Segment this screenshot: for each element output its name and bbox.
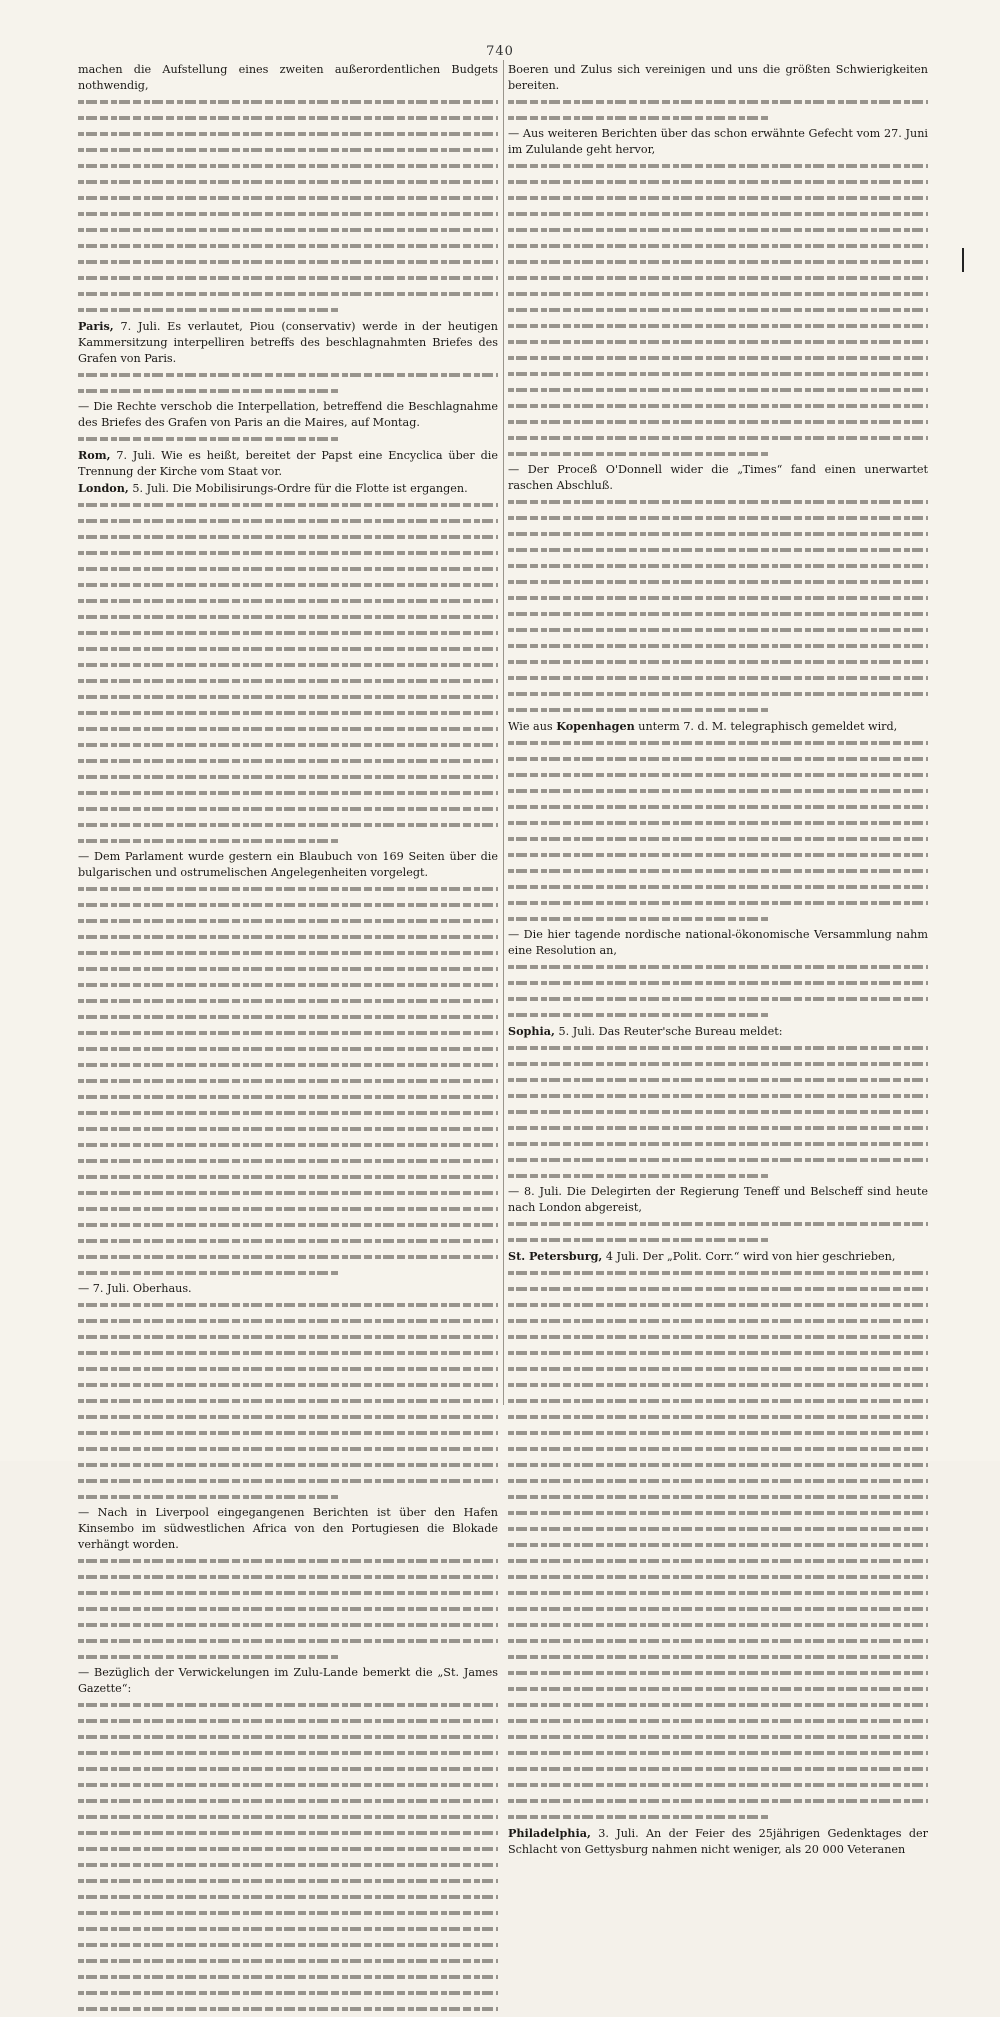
dateline-date: 7. Juli. — [110, 449, 156, 462]
article-paragraph — [508, 462, 928, 494]
paragraph-text: Das Reuter'sche Bureau meldet: — [595, 1025, 783, 1038]
illegible-text-block — [78, 1553, 498, 1665]
illegible-text-block — [508, 1040, 928, 1184]
dateline-date: 5. Juli. — [128, 482, 169, 495]
paragraph-text: Der „Polit. Corr.“ wird von hier geschrieben, — [638, 1250, 896, 1263]
article-paragraph — [508, 1825, 928, 1858]
illegible-text-block — [508, 494, 928, 718]
illegible-text-block — [78, 1297, 498, 1505]
article-paragraph — [508, 62, 928, 94]
dateline-place: Paris, — [78, 319, 114, 333]
paragraph-text: — Dem Parlament wurde gestern ein Blaubuch von 169 Seiten über die bulgarischen und ostrumelischen Angelegenheiten vorgelegt. — [78, 850, 498, 879]
page-number: 740 — [486, 44, 514, 59]
illegible-text-block — [78, 94, 498, 318]
paragraph-text: — Bezüglich der Verwickelungen im Zulu-Lande bemerkt die „St. James Gazette“: — [78, 1666, 498, 1695]
article-paragraph — [78, 447, 498, 480]
paragraph-text: — Die Rechte verschob die Interpellation, betreffend die Beschlagnahme des Briefes des Grafen von Paris an die Maires, auf Montag. — [78, 400, 498, 429]
column-divider — [503, 60, 504, 1405]
dateline-place: Kopenhagen — [556, 719, 635, 733]
illegible-text-block — [508, 735, 928, 927]
illegible-text-block — [508, 158, 928, 462]
article-paragraph — [78, 318, 498, 367]
margin-mark — [962, 248, 964, 272]
dateline-place: Philadelphia, — [508, 1826, 591, 1840]
article-paragraph — [508, 1248, 928, 1265]
paragraph-text: Es verlautet, Piou (conservativ) werde in der heutigen Kammersitzung interpelliren betreffs des beschlagnahmten Briefes des Grafen von Paris. — [78, 320, 498, 365]
illegible-text-block — [508, 1216, 928, 1248]
paragraph-text: — Aus weiteren Berichten über das schon erwähnte Gefecht vom 27. Juni im Zululande geht hervor, — [508, 127, 928, 156]
paragraph-text: Die Mobilisirungs-Ordre für die Flotte ist ergangen. — [168, 482, 468, 495]
article-paragraph — [78, 399, 498, 431]
paragraph-text: — Der Proceß O'Donnell wider die „Times“ fand einen unerwartet raschen Abschluß. — [508, 463, 928, 492]
article-paragraph — [78, 480, 498, 497]
article-paragraph — [78, 62, 498, 94]
illegible-text-block — [508, 94, 928, 126]
article-paragraph — [508, 927, 928, 959]
paragraph-text: Wie aus — [508, 720, 557, 733]
article-paragraph — [78, 849, 498, 881]
dateline-place: London, — [78, 481, 129, 495]
illegible-text-block — [78, 881, 498, 1281]
right-column — [508, 62, 928, 1856]
article-paragraph — [508, 126, 928, 158]
dateline-date: 5. Juli. — [554, 1025, 596, 1038]
illegible-text-block — [508, 959, 928, 1023]
paragraph-text: Boeren und Zulus sich vereinigen und uns die größten Schwierigkeiten bereiten. — [508, 63, 928, 92]
paragraph-text: Wie es heißt, bereitet der Papst eine Encyclica über die Trennung der Kirche vom Staat vor. — [78, 449, 498, 478]
article-paragraph — [508, 1023, 928, 1040]
paragraph-text: An der Feier des 25jährigen Gedenktages der Schlacht von Gettysburg nahmen nicht weniger, als 20 000 Veteranen — [508, 1827, 928, 1856]
paragraph-text: — 7. Juli. Oberhaus. — [78, 1282, 192, 1295]
illegible-text-block — [78, 497, 498, 849]
dateline-date: 4 Juli. — [602, 1250, 639, 1263]
dateline-place: Rom, — [78, 448, 111, 462]
article-paragraph — [78, 1281, 498, 1297]
illegible-text-block — [78, 431, 498, 447]
dateline-place: Sophia, — [508, 1024, 555, 1038]
paragraph-text: — 8. Juli. Die Delegirten der Regierung Teneff und Belscheff sind heute nach London abgereist, — [508, 1185, 928, 1214]
article-paragraph — [78, 1505, 498, 1553]
left-column — [78, 62, 498, 1695]
dateline-place: St. Petersburg, — [508, 1249, 603, 1263]
paragraph-text: — Die hier tagende nordische national-ökonomische Versammlung nahm eine Resolution an, — [508, 928, 928, 957]
dateline-date: 7. Juli. — [113, 320, 161, 333]
paragraph-text: machen die Aufstellung eines zweiten außerordentlichen Budgets nothwendig, — [78, 63, 498, 92]
paragraph-text: — Nach in Liverpool eingegangenen Berichten ist über den Hafen Kinsembo im südwestlichen Africa von den Portugiesen die Blokade verhängt worden. — [78, 1506, 498, 1551]
article-paragraph — [78, 1665, 498, 1697]
illegible-text-block — [78, 367, 498, 399]
illegible-text-block — [508, 1265, 928, 1825]
illegible-text-block — [78, 1697, 498, 2017]
article-paragraph — [508, 1184, 928, 1216]
dateline-date: 3. Juli. — [590, 1827, 639, 1840]
paragraph-text: unterm 7. d. M. telegraphisch gemeldet wird, — [634, 720, 898, 733]
article-paragraph — [508, 718, 928, 735]
